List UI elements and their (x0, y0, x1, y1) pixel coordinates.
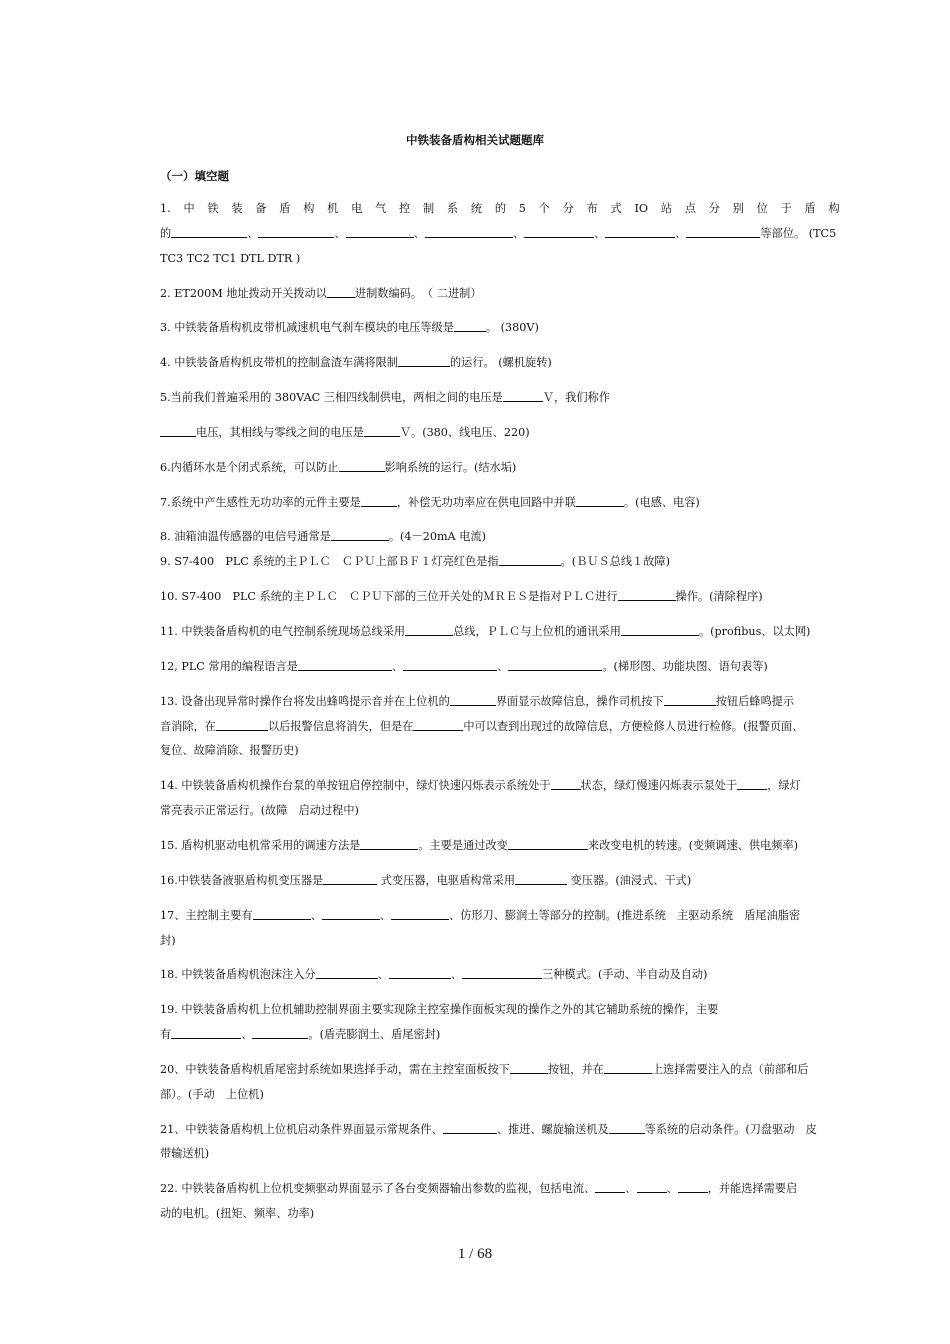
question-1-char: 制 (422, 202, 435, 215)
answer-blank[interactable] (605, 225, 675, 238)
question-text: 6.内循环水是个闭式系统，可以防止 (160, 461, 339, 474)
answer-blank[interactable] (524, 225, 594, 238)
question-text: 16.中铁装备液驱盾构机变压器是 (160, 874, 324, 887)
question-text: 界面显示故障信息，操作司机按下 (495, 695, 664, 708)
answer-blank[interactable] (450, 693, 496, 706)
question-9 (160, 550, 840, 574)
question-1-char: 分 (708, 202, 720, 215)
question-1-char: 备 (255, 202, 267, 215)
answer-blank[interactable] (364, 424, 400, 437)
question-text: Ｖ。(380、线电压、220) (399, 426, 530, 439)
answer-blank[interactable] (664, 693, 716, 706)
question-20-line-2: 部）。(手动 上位机) (160, 1088, 264, 1101)
question-1-char: 盾 (804, 202, 816, 215)
question-text: 。(4－20mA 电流) (388, 530, 486, 543)
question-5-line-1 (160, 386, 840, 410)
answer-blank[interactable] (327, 285, 355, 298)
question-text: 、 (379, 909, 391, 922)
question-text: 、 (666, 1182, 678, 1195)
question-text: 13. 设备出现异常时操作台将发出蜂鸣提示音并在上位机的 (160, 695, 450, 708)
question-1-char: IO (634, 202, 649, 215)
question-1-char: 式 (610, 202, 622, 215)
question-text: 9. S7-400 PLC 系统的主ＰＬＣ ＣＰＵ上部ＢＦ１灯亮红色是指 (160, 555, 499, 568)
question-text: 15. 盾构机驱动电机常采用的调速方法是 (160, 839, 361, 852)
question-13-line-1 (160, 690, 840, 714)
question-17-line-2: 封) (160, 934, 176, 947)
question-text: 。(电感、电容) (623, 496, 700, 509)
answer-blank[interactable] (252, 1026, 308, 1039)
question-1-char: 5 (518, 202, 526, 215)
question-text: 21、中铁装备盾构机上位机启动条件界面显示常规条件、 (160, 1123, 443, 1136)
answer-blank[interactable] (637, 1180, 667, 1193)
question-10 (160, 585, 840, 609)
answer-blank[interactable] (171, 225, 247, 238)
question-18 (160, 963, 840, 987)
answer-blank[interactable] (443, 1121, 497, 1134)
question-1-char: 分 (562, 202, 574, 215)
question-1-char: 中 (183, 202, 195, 215)
question-text: 、 (625, 1182, 637, 1195)
question-text: 、 (450, 968, 463, 981)
question-1-char: 1. (160, 202, 171, 215)
question-text: 来改变电机的转速。(变频调速、供电频率) (587, 839, 798, 852)
question-1-char: 布 (586, 202, 598, 215)
question-1-char: 别 (732, 202, 744, 215)
question-1-char: 铁 (207, 202, 219, 215)
question-text: 5.当前我们普遍采用的 380VAC 三相四线制供电，两相之间的电压是 (160, 391, 503, 404)
question-1-spread (160, 197, 840, 221)
answer-blank[interactable] (389, 966, 451, 979)
answer-blank[interactable] (413, 718, 463, 731)
answer-blank[interactable] (621, 623, 699, 636)
question-text: 。(盾壳膨润土、盾尾密封) (308, 1028, 441, 1041)
question-1-char: 构 (303, 202, 315, 215)
question-19-line-2 (160, 1023, 840, 1047)
answer-blank[interactable] (258, 225, 334, 238)
answer-blank[interactable] (508, 837, 588, 850)
question-21-line-2: 带输送机) (160, 1147, 210, 1160)
question-7 (160, 491, 840, 515)
question-text: 变压器。(油浸式、干式) (567, 874, 692, 887)
question-text: 的运行。 (螺机旋转) (449, 356, 552, 369)
question-1-char: 于 (780, 202, 792, 215)
answer-blank[interactable] (604, 1061, 652, 1074)
answer-blank[interactable] (499, 553, 561, 566)
question-3 (160, 316, 840, 340)
question-text: ，补偿无功功率应在供电回路中并联 (396, 496, 576, 509)
answer-blank[interactable] (346, 225, 414, 238)
question-text: ，绿灯 (767, 779, 801, 792)
question-text: 等系统的启动条件。(刀盘驱动 皮 (644, 1123, 817, 1136)
question-text: 操作。(清除程序) (675, 590, 763, 603)
answer-blank[interactable] (454, 319, 486, 332)
question-22-line-1 (160, 1177, 840, 1201)
question-text: 。(梯形图、功能块图、语句表等) (602, 660, 768, 673)
question-text: 进制数编码。 （ 二进制） (354, 287, 482, 300)
answer-blank[interactable] (171, 1026, 241, 1039)
question-14-line-2: 常亮表示正常运行。(故障 启动过程中) (160, 804, 359, 817)
question-17-line-1 (160, 904, 840, 928)
question-1-char: 气 (375, 202, 387, 215)
question-text: 有 (160, 1028, 172, 1041)
section-heading: （一）填空题 (160, 169, 229, 183)
question-12 (160, 655, 840, 679)
answer-blank[interactable] (576, 494, 624, 507)
question-21-line-1 (160, 1118, 840, 1142)
answer-blank[interactable] (391, 907, 449, 920)
question-text: 按钮，并在 (547, 1063, 604, 1076)
question-text: 状态，绿灯慢速闪烁表示泵处于 (580, 779, 738, 792)
question-5-line-2 (160, 421, 840, 445)
question-1-line-1 (160, 197, 840, 221)
question-text: 、 (391, 660, 404, 673)
answer-blank[interactable] (503, 389, 543, 402)
answer-blank[interactable] (678, 1180, 708, 1193)
document-title: 中铁装备盾构相关试题题库 (406, 133, 544, 147)
question-20-line-1 (160, 1058, 840, 1082)
question-text: Ｖ，我们称作 (542, 391, 610, 404)
question-1-char: 盾 (279, 202, 291, 215)
question-text: 、 (241, 1028, 253, 1041)
question-text: 的 (160, 227, 172, 240)
question-text: 18. 中铁装备盾构机泡沫注入分 (160, 968, 316, 981)
question-text: 三种模式。(手动、半自动及自动) (542, 968, 708, 981)
question-text: 12, PLC 常用的编程语言是 (160, 660, 298, 673)
answer-blank[interactable] (551, 777, 581, 790)
question-text: 17、主控制主要有 (160, 909, 253, 922)
question-text: 。 (380V) (485, 321, 539, 334)
question-text: 。(profibus、以太网) (698, 625, 811, 638)
question-text: 、推进、螺旋输送机及 (496, 1123, 609, 1136)
question-15 (160, 834, 840, 858)
question-text: 电压，其相线与零线之间的电压是 (196, 426, 364, 439)
answer-blank[interactable] (331, 528, 389, 541)
answer-blank[interactable] (298, 658, 392, 671)
question-text: 22. 中铁装备盾构机上位机变频驱动界面显示了各台变频器输出参数的监视，包括电流、 (160, 1182, 596, 1195)
question-16 (160, 869, 840, 893)
question-text: 8. 油箱油温传感器的电信号通常是 (160, 530, 331, 543)
question-14-line-1 (160, 774, 840, 798)
question-1-char: 构 (828, 202, 840, 215)
answer-blank[interactable] (322, 907, 380, 920)
answer-blank[interactable] (618, 588, 676, 601)
question-19-line-1: 19. 中铁装备盾构机上位机辅助控制界面主要实现除主控室操作面板实现的操作之外的其它辅助系统的操作，主要 (160, 1003, 719, 1016)
answer-blank[interactable] (398, 354, 450, 367)
question-text: 中可以查到出现过的故障信息，方便检修人员进行检修。(报警页面、 (463, 720, 804, 733)
question-text: 、 (310, 909, 322, 922)
question-1-char: 机 (327, 202, 339, 215)
answer-blank[interactable] (361, 494, 397, 507)
question-text: 音消除，在 (160, 720, 216, 733)
question-4 (160, 351, 840, 375)
question-11 (160, 620, 840, 644)
question-text: 总线，ＰＬＣ与上位机的通讯采用 (453, 625, 621, 638)
question-text: 上选择需要注入的点（前部和后 (651, 1063, 809, 1076)
answer-blank[interactable] (403, 658, 497, 671)
answer-blank[interactable] (360, 837, 418, 850)
answer-blank[interactable] (160, 424, 196, 437)
answer-blank[interactable] (595, 1180, 625, 1193)
question-text: 按钮后蜂鸣提示 (715, 695, 795, 708)
question-text: 、 (377, 968, 389, 981)
answer-blank[interactable] (737, 777, 767, 790)
question-1-char: 系 (446, 202, 459, 215)
answer-blank[interactable] (425, 225, 513, 238)
question-text: 式变压器，电驱盾构常采用 (377, 874, 516, 887)
question-text: 7.系统中产生感性无功功率的元件主要是 (160, 496, 361, 509)
answer-blank[interactable] (510, 1061, 548, 1074)
question-1-char: 点 (684, 202, 696, 215)
question-1-char: 统 (470, 202, 483, 215)
question-22-line-2: 动的电机。(扭矩、频率、功率) (160, 1207, 315, 1220)
question-text: 。(ＢＵＳ总线１故障) (560, 555, 670, 568)
question-13-line-2 (160, 715, 840, 739)
question-text: 影响系统的运行。(结水垢) (384, 461, 517, 474)
question-1-line-3: TC3 TC2 TC1 DTL DTR ) (160, 252, 301, 265)
question-text: 等部位。 (TC5 (760, 227, 837, 240)
question-1-char: 站 (660, 202, 673, 215)
question-text: 以后报警信息将消失，但是在 (267, 720, 414, 733)
question-text: 10. S7-400 PLC 系统的主ＰＬＣ ＣＰＵ下部的三位开关处的ＭＲＥＳ是指对ＰＬＣ进行 (160, 590, 618, 603)
answer-blank[interactable] (339, 459, 385, 472)
question-text: 11. 中铁装备盾构机的电气控制系统现场总线采用 (160, 625, 406, 638)
question-text: 3. 中铁装备盾构机皮带机减速机电气刹车模块的电压等级是 (160, 321, 454, 334)
page-number: 1 / 68 (457, 1246, 493, 1262)
answer-blank[interactable] (515, 872, 567, 885)
answer-blank[interactable] (609, 1121, 645, 1134)
question-1-char: 的 (494, 202, 507, 215)
question-1-char: 装 (231, 202, 243, 215)
answer-blank[interactable] (323, 872, 377, 885)
answer-blank[interactable] (253, 907, 311, 920)
answer-blank[interactable] (316, 966, 378, 979)
question-1-char: 电 (351, 202, 363, 215)
answer-blank[interactable] (508, 658, 602, 671)
question-1-char: 个 (538, 202, 550, 215)
question-text: 20、中铁装备盾构机盾尾密封系统如果选择手动，需在主控室面板按下 (160, 1063, 510, 1076)
answer-blank[interactable] (405, 623, 453, 636)
question-text: ，并能选择需要启 (707, 1182, 798, 1195)
question-8 (160, 525, 840, 549)
question-text: 、仿形刀、膨润土等部分的控制。(推进系统 主驱动系统 盾尾油脂密 (448, 909, 801, 922)
question-1-line-2: 的 、 、 、 、 、 、 等部位。 (TC5 (160, 227, 837, 240)
question-6 (160, 456, 840, 480)
question-2 (160, 282, 840, 306)
answer-blank[interactable] (462, 966, 542, 979)
question-text: 。主要是通过改变 (418, 839, 508, 852)
answer-blank[interactable] (216, 718, 268, 731)
question-1-char: 位 (756, 202, 768, 215)
question-text: 14. 中铁装备盾构机操作台泵的单按钮启停控制中，绿灯快速闪烁表示系统处于 (160, 779, 551, 792)
question-1-char: 控 (399, 202, 411, 215)
question-text: 2. ET200M 地址拨动开关拨动以 (160, 287, 327, 300)
answer-blank[interactable] (686, 225, 760, 238)
question-13-line-3: 复位、故障消除、报警历史) (160, 744, 299, 757)
question-text: 、 (497, 660, 509, 673)
question-text: 4. 中铁装备盾构机皮带机的控制盒渣车满将限制 (160, 356, 398, 369)
